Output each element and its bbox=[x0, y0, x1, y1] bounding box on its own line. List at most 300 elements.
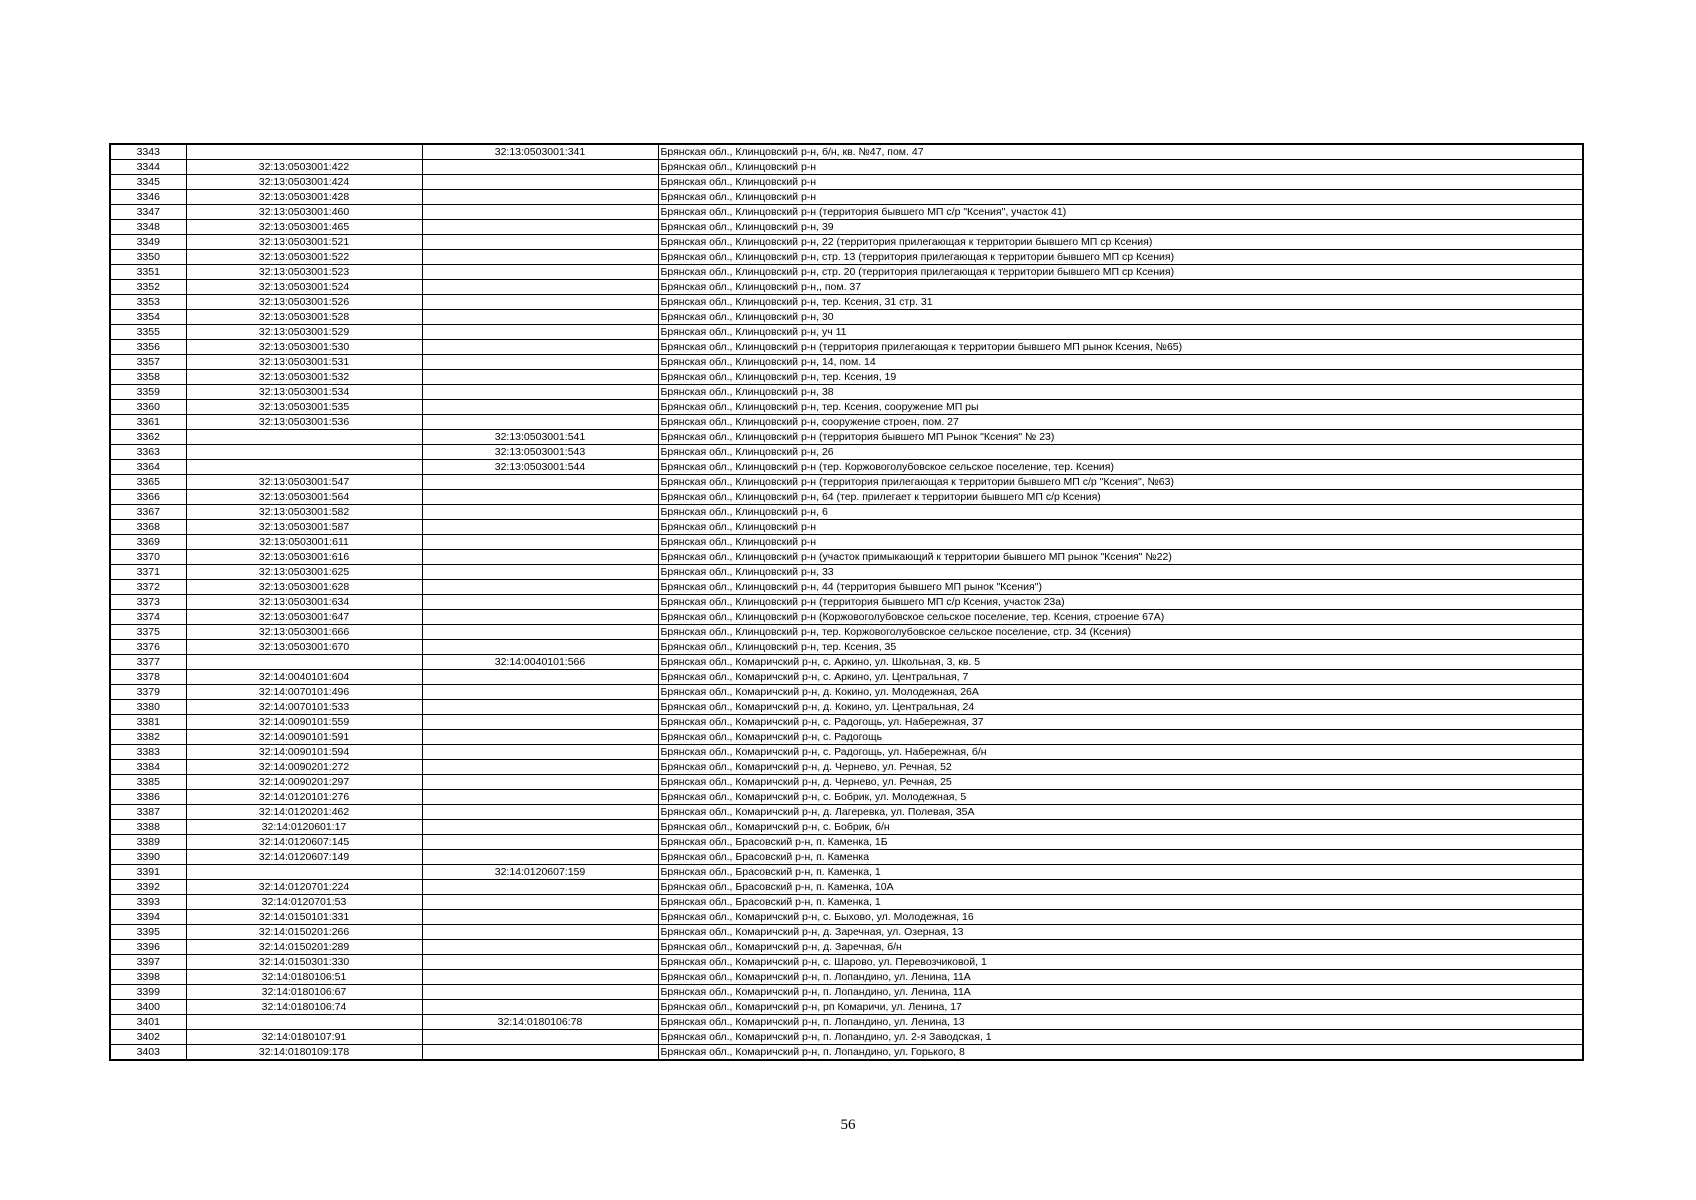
table-row bbox=[110, 970, 1583, 985]
table-row bbox=[110, 880, 1583, 895]
registry-table-container bbox=[109, 143, 1582, 1061]
cadastral-number-cell: 32:13:0503001:526 bbox=[186, 295, 422, 310]
cadastral-number-alt-cell bbox=[422, 895, 658, 910]
address-cell: Брянская обл., Клинцовский р-н, тер. Ксения, 31 стр. 31 bbox=[658, 295, 1583, 310]
table-row bbox=[110, 325, 1583, 340]
table-row bbox=[110, 1045, 1583, 1061]
table-row bbox=[110, 505, 1583, 520]
cadastral-number-cell: 32:14:0070101:496 bbox=[186, 685, 422, 700]
address-cell: Брянская обл., Клинцовский р-н, тер. Ксения, 19 bbox=[658, 370, 1583, 385]
cadastral-number-alt-cell bbox=[422, 1000, 658, 1015]
row-number-cell: 3344 bbox=[110, 160, 186, 175]
row-number-cell: 3345 bbox=[110, 175, 186, 190]
cadastral-number-alt-cell: 32:13:0503001:543 bbox=[422, 445, 658, 460]
address-cell: Брянская обл., Клинцовский р-н bbox=[658, 190, 1583, 205]
table-row bbox=[110, 144, 1583, 160]
cadastral-number-alt-cell bbox=[422, 955, 658, 970]
table-row bbox=[110, 280, 1583, 295]
cadastral-number-alt-cell bbox=[422, 175, 658, 190]
address-cell: Брянская обл., Клинцовский р-н, 38 bbox=[658, 385, 1583, 400]
row-number-cell: 3361 bbox=[110, 415, 186, 430]
cadastral-number-cell: 32:13:0503001:523 bbox=[186, 265, 422, 280]
table-row bbox=[110, 625, 1583, 640]
address-cell: Брянская обл., Клинцовский р-н, сооружение строен, пом. 27 bbox=[658, 415, 1583, 430]
cadastral-number-cell: 32:14:0120101:276 bbox=[186, 790, 422, 805]
row-number-cell: 3378 bbox=[110, 670, 186, 685]
cadastral-number-cell: 32:13:0503001:424 bbox=[186, 175, 422, 190]
address-cell: Брянская обл., Клинцовский р-н (тер. Коржовоголубовское сельское поселение, тер. Ксения) bbox=[658, 460, 1583, 475]
cadastral-number-alt-cell bbox=[422, 700, 658, 715]
table-row bbox=[110, 175, 1583, 190]
cadastral-number-alt-cell bbox=[422, 580, 658, 595]
address-cell: Брянская обл., Клинцовский р-н bbox=[658, 535, 1583, 550]
row-number-cell: 3396 bbox=[110, 940, 186, 955]
table-row bbox=[110, 985, 1583, 1000]
cadastral-number-cell: 32:13:0503001:460 bbox=[186, 205, 422, 220]
table-row bbox=[110, 205, 1583, 220]
table-row bbox=[110, 355, 1583, 370]
address-cell: Брянская обл., Клинцовский р-н (территория бывшего МП Рынок "Ксения" № 23) bbox=[658, 430, 1583, 445]
cadastral-number-alt-cell bbox=[422, 790, 658, 805]
table-row bbox=[110, 1030, 1583, 1045]
row-number-cell: 3379 bbox=[110, 685, 186, 700]
address-cell: Брянская обл., Клинцовский р-н, 22 (территория прилегающая к территории бывшего МП ср Ксения) bbox=[658, 235, 1583, 250]
cadastral-number-alt-cell bbox=[422, 805, 658, 820]
row-number-cell: 3398 bbox=[110, 970, 186, 985]
cadastral-number-alt-cell bbox=[422, 745, 658, 760]
cadastral-number-cell: 32:13:0503001:670 bbox=[186, 640, 422, 655]
address-cell: Брянская обл., Клинцовский р-н, 30 bbox=[658, 310, 1583, 325]
row-number-cell: 3364 bbox=[110, 460, 186, 475]
table-row bbox=[110, 160, 1583, 175]
table-row bbox=[110, 475, 1583, 490]
table-row bbox=[110, 865, 1583, 880]
cadastral-number-alt-cell bbox=[422, 925, 658, 940]
cadastral-number-alt-cell: 32:13:0503001:544 bbox=[422, 460, 658, 475]
table-row bbox=[110, 565, 1583, 580]
cadastral-number-alt-cell bbox=[422, 565, 658, 580]
address-cell: Брянская обл., Брасовский р-н, п. Каменка bbox=[658, 850, 1583, 865]
cadastral-number-alt-cell bbox=[422, 310, 658, 325]
address-cell: Брянская обл., Комаричский р-н, с. Бобрик, б/н bbox=[658, 820, 1583, 835]
cadastral-number-cell bbox=[186, 1015, 422, 1030]
cadastral-number-cell: 32:13:0503001:522 bbox=[186, 250, 422, 265]
cadastral-number-alt-cell bbox=[422, 250, 658, 265]
cadastral-number-alt-cell bbox=[422, 1030, 658, 1045]
cadastral-number-alt-cell bbox=[422, 295, 658, 310]
address-cell: Брянская обл., Клинцовский р-н, 39 bbox=[658, 220, 1583, 235]
cadastral-number-alt-cell bbox=[422, 1045, 658, 1061]
cadastral-number-alt-cell bbox=[422, 760, 658, 775]
row-number-cell: 3376 bbox=[110, 640, 186, 655]
cadastral-number-cell bbox=[186, 445, 422, 460]
cadastral-number-alt-cell bbox=[422, 850, 658, 865]
address-cell: Брянская обл., Клинцовский р-н (территория прилегающая к территории бывшего МП с/р "Ксения", №63) bbox=[658, 475, 1583, 490]
cadastral-number-alt-cell bbox=[422, 730, 658, 745]
cadastral-number-alt-cell bbox=[422, 835, 658, 850]
table-row bbox=[110, 760, 1583, 775]
cadastral-number-cell: 32:13:0503001:634 bbox=[186, 595, 422, 610]
row-number-cell: 3374 bbox=[110, 610, 186, 625]
cadastral-number-alt-cell: 32:14:0180106:78 bbox=[422, 1015, 658, 1030]
address-cell: Брянская обл., Клинцовский р-н, 26 bbox=[658, 445, 1583, 460]
table-row bbox=[110, 835, 1583, 850]
cadastral-number-alt-cell bbox=[422, 355, 658, 370]
cadastral-number-cell: 32:14:0090201:272 bbox=[186, 760, 422, 775]
table-row bbox=[110, 445, 1583, 460]
address-cell: Брянская обл., Комаричский р-н, п. Лопандино, ул. Ленина, 11А bbox=[658, 985, 1583, 1000]
cadastral-number-cell: 32:14:0150201:289 bbox=[186, 940, 422, 955]
row-number-cell: 3352 bbox=[110, 280, 186, 295]
row-number-cell: 3388 bbox=[110, 820, 186, 835]
row-number-cell: 3385 bbox=[110, 775, 186, 790]
cadastral-number-alt-cell: 32:13:0503001:341 bbox=[422, 144, 658, 160]
table-row bbox=[110, 265, 1583, 280]
row-number-cell: 3380 bbox=[110, 700, 186, 715]
row-number-cell: 3386 bbox=[110, 790, 186, 805]
address-cell: Брянская обл., Комаричский р-н, с. Аркино, ул. Центральная, 7 bbox=[658, 670, 1583, 685]
address-cell: Брянская обл., Комаричский р-н, с. Быхово, ул. Молодежная, 16 bbox=[658, 910, 1583, 925]
row-number-cell: 3354 bbox=[110, 310, 186, 325]
table-row bbox=[110, 910, 1583, 925]
table-row bbox=[110, 670, 1583, 685]
row-number-cell: 3355 bbox=[110, 325, 186, 340]
row-number-cell: 3392 bbox=[110, 880, 186, 895]
row-number-cell: 3394 bbox=[110, 910, 186, 925]
cadastral-number-cell: 32:14:0150201:266 bbox=[186, 925, 422, 940]
address-cell: Брянская обл., Комаричский р-н, рп Комаричи, ул. Ленина, 17 bbox=[658, 1000, 1583, 1015]
table-row bbox=[110, 1015, 1583, 1030]
address-cell: Брянская обл., Клинцовский р-н, 14, пом. 14 bbox=[658, 355, 1583, 370]
cadastral-number-alt-cell bbox=[422, 970, 658, 985]
cadastral-number-cell: 32:14:0070101:533 bbox=[186, 700, 422, 715]
cadastral-number-cell: 32:14:0180107:91 bbox=[186, 1030, 422, 1045]
cadastral-number-alt-cell bbox=[422, 715, 658, 730]
table-row bbox=[110, 415, 1583, 430]
address-cell: Брянская обл., Комаричский р-н, с. Аркино, ул. Школьная, 3, кв. 5 bbox=[658, 655, 1583, 670]
address-cell: Брянская обл., Комаричский р-н, д. Кокино, ул. Молодежная, 26А bbox=[658, 685, 1583, 700]
cadastral-number-cell bbox=[186, 460, 422, 475]
row-number-cell: 3351 bbox=[110, 265, 186, 280]
table-row bbox=[110, 940, 1583, 955]
table-row bbox=[110, 730, 1583, 745]
cadastral-number-alt-cell bbox=[422, 910, 658, 925]
row-number-cell: 3357 bbox=[110, 355, 186, 370]
row-number-cell: 3384 bbox=[110, 760, 186, 775]
address-cell: Брянская обл., Клинцовский р-н, 44 (территория бывшего МП рынок "Ксения") bbox=[658, 580, 1583, 595]
row-number-cell: 3348 bbox=[110, 220, 186, 235]
cadastral-number-alt-cell bbox=[422, 475, 658, 490]
cadastral-number-cell: 32:14:0120701:224 bbox=[186, 880, 422, 895]
table-row bbox=[110, 610, 1583, 625]
cadastral-number-cell: 32:14:0090101:559 bbox=[186, 715, 422, 730]
address-cell: Брянская обл., Клинцовский р-н, тер. Ксения, сооружение МП ры bbox=[658, 400, 1583, 415]
cadastral-number-cell: 32:14:0180106:67 bbox=[186, 985, 422, 1000]
cadastral-number-cell: 32:13:0503001:587 bbox=[186, 520, 422, 535]
cadastral-number-cell: 32:13:0503001:422 bbox=[186, 160, 422, 175]
cadastral-number-alt-cell bbox=[422, 880, 658, 895]
row-number-cell: 3367 bbox=[110, 505, 186, 520]
table-row bbox=[110, 190, 1583, 205]
cadastral-number-cell: 32:13:0503001:531 bbox=[186, 355, 422, 370]
address-cell: Брянская обл., Комаричский р-н, п. Лопандино, ул. Ленина, 13 bbox=[658, 1015, 1583, 1030]
table-row bbox=[110, 955, 1583, 970]
cadastral-number-alt-cell bbox=[422, 505, 658, 520]
row-number-cell: 3375 bbox=[110, 625, 186, 640]
cadastral-number-alt-cell bbox=[422, 385, 658, 400]
row-number-cell: 3370 bbox=[110, 550, 186, 565]
table-row bbox=[110, 655, 1583, 670]
row-number-cell: 3381 bbox=[110, 715, 186, 730]
cadastral-number-cell: 32:14:0180106:51 bbox=[186, 970, 422, 985]
cadastral-number-alt-cell bbox=[422, 190, 658, 205]
cadastral-number-cell: 32:13:0503001:647 bbox=[186, 610, 422, 625]
cadastral-number-cell: 32:14:0090201:297 bbox=[186, 775, 422, 790]
address-cell: Брянская обл., Комаричский р-н, с. Радогощь bbox=[658, 730, 1583, 745]
address-cell: Брянская обл., Клинцовский р-н, стр. 20 (территория прилегающая к территории бывшего МП ср Ксения) bbox=[658, 265, 1583, 280]
cadastral-number-alt-cell bbox=[422, 520, 658, 535]
cadastral-number-alt-cell bbox=[422, 985, 658, 1000]
cadastral-number-cell: 32:13:0503001:616 bbox=[186, 550, 422, 565]
row-number-cell: 3368 bbox=[110, 520, 186, 535]
cadastral-number-alt-cell bbox=[422, 415, 658, 430]
table-row bbox=[110, 310, 1583, 325]
row-number-cell: 3346 bbox=[110, 190, 186, 205]
address-cell: Брянская обл., Комаричский р-н, с. Шарово, ул. Перевозчиковой, 1 bbox=[658, 955, 1583, 970]
table-row bbox=[110, 370, 1583, 385]
cadastral-number-alt-cell: 32:13:0503001:541 bbox=[422, 430, 658, 445]
table-row bbox=[110, 640, 1583, 655]
address-cell: Брянская обл., Комаричский р-н, д. Заречная, ул. Озерная, 13 bbox=[658, 925, 1583, 940]
row-number-cell: 3343 bbox=[110, 144, 186, 160]
cadastral-number-cell: 32:14:0090101:591 bbox=[186, 730, 422, 745]
row-number-cell: 3349 bbox=[110, 235, 186, 250]
table-row bbox=[110, 775, 1583, 790]
cadastral-number-cell: 32:14:0120201:462 bbox=[186, 805, 422, 820]
address-cell: Брянская обл., Комаричский р-н, д. Кокино, ул. Центральная, 24 bbox=[658, 700, 1583, 715]
cadastral-number-alt-cell bbox=[422, 625, 658, 640]
row-number-cell: 3372 bbox=[110, 580, 186, 595]
address-cell: Брянская обл., Комаричский р-н, с. Бобрик, ул. Молодежная, 5 bbox=[658, 790, 1583, 805]
table-row bbox=[110, 895, 1583, 910]
table-row bbox=[110, 595, 1583, 610]
table-row bbox=[110, 460, 1583, 475]
row-number-cell: 3350 bbox=[110, 250, 186, 265]
row-number-cell: 3401 bbox=[110, 1015, 186, 1030]
row-number-cell: 3402 bbox=[110, 1030, 186, 1045]
cadastral-number-alt-cell bbox=[422, 490, 658, 505]
row-number-cell: 3382 bbox=[110, 730, 186, 745]
table-row bbox=[110, 430, 1583, 445]
address-cell: Брянская обл., Комаричский р-н, д. Заречная, б/н bbox=[658, 940, 1583, 955]
table-row bbox=[110, 850, 1583, 865]
cadastral-number-alt-cell bbox=[422, 595, 658, 610]
cadastral-number-alt-cell bbox=[422, 265, 658, 280]
cadastral-number-cell: 32:13:0503001:521 bbox=[186, 235, 422, 250]
address-cell: Брянская обл., Клинцовский р-н (Коржовоголубовское сельское поселение, тер. Ксения, строение 67А) bbox=[658, 610, 1583, 625]
cadastral-number-cell: 32:14:0150101:331 bbox=[186, 910, 422, 925]
address-cell: Брянская обл., Клинцовский р-н, б/н, кв. №47, пом. 47 bbox=[658, 144, 1583, 160]
cadastral-number-alt-cell bbox=[422, 400, 658, 415]
table-row bbox=[110, 490, 1583, 505]
row-number-cell: 3366 bbox=[110, 490, 186, 505]
cadastral-number-cell: 32:13:0503001:530 bbox=[186, 340, 422, 355]
table-row bbox=[110, 385, 1583, 400]
cadastral-number-cell: 32:13:0503001:528 bbox=[186, 310, 422, 325]
address-cell: Брянская обл., Брасовский р-н, п. Каменка, 10А bbox=[658, 880, 1583, 895]
address-cell: Брянская обл., Комаричский р-н, п. Лопандино, ул. 2-я Заводская, 1 bbox=[658, 1030, 1583, 1045]
cadastral-number-alt-cell bbox=[422, 775, 658, 790]
table-row bbox=[110, 925, 1583, 940]
row-number-cell: 3347 bbox=[110, 205, 186, 220]
table-row bbox=[110, 580, 1583, 595]
address-cell: Брянская обл., Клинцовский р-н,, пом. 37 bbox=[658, 280, 1583, 295]
row-number-cell: 3358 bbox=[110, 370, 186, 385]
table-row bbox=[110, 250, 1583, 265]
row-number-cell: 3360 bbox=[110, 400, 186, 415]
cadastral-number-alt-cell bbox=[422, 220, 658, 235]
cadastral-number-cell: 32:13:0503001:666 bbox=[186, 625, 422, 640]
address-cell: Брянская обл., Клинцовский р-н (территория прилегающая к территории бывшего МП рынок Ксения, №65) bbox=[658, 340, 1583, 355]
cadastral-number-cell bbox=[186, 865, 422, 880]
cadastral-number-alt-cell bbox=[422, 670, 658, 685]
address-cell: Брянская обл., Клинцовский р-н, стр. 13 (территория прилегающая к территории бывшего МП ср Ксения) bbox=[658, 250, 1583, 265]
row-number-cell: 3389 bbox=[110, 835, 186, 850]
address-cell: Брянская обл., Клинцовский р-н bbox=[658, 520, 1583, 535]
cadastral-number-cell bbox=[186, 144, 422, 160]
cadastral-number-cell: 32:14:0120701:53 bbox=[186, 895, 422, 910]
row-number-cell: 3365 bbox=[110, 475, 186, 490]
registry-table bbox=[109, 143, 1584, 1061]
row-number-cell: 3403 bbox=[110, 1045, 186, 1061]
row-number-cell: 3362 bbox=[110, 430, 186, 445]
cadastral-number-alt-cell bbox=[422, 235, 658, 250]
cadastral-number-cell: 32:13:0503001:582 bbox=[186, 505, 422, 520]
row-number-cell: 3387 bbox=[110, 805, 186, 820]
cadastral-number-alt-cell bbox=[422, 535, 658, 550]
cadastral-number-alt-cell bbox=[422, 820, 658, 835]
row-number-cell: 3393 bbox=[110, 895, 186, 910]
cadastral-number-cell: 32:14:0040101:604 bbox=[186, 670, 422, 685]
table-row bbox=[110, 700, 1583, 715]
cadastral-number-cell: 32:14:0120601:17 bbox=[186, 820, 422, 835]
address-cell: Брянская обл., Клинцовский р-н (участок примыкающий к территории бывшего МП рынок "Ксения" №22) bbox=[658, 550, 1583, 565]
address-cell: Брянская обл., Клинцовский р-н bbox=[658, 160, 1583, 175]
cadastral-number-cell: 32:14:0120607:149 bbox=[186, 850, 422, 865]
cadastral-number-cell: 32:13:0503001:428 bbox=[186, 190, 422, 205]
cadastral-number-alt-cell bbox=[422, 340, 658, 355]
cadastral-number-cell: 32:13:0503001:465 bbox=[186, 220, 422, 235]
cadastral-number-cell: 32:13:0503001:628 bbox=[186, 580, 422, 595]
cadastral-number-alt-cell bbox=[422, 610, 658, 625]
table-row bbox=[110, 400, 1583, 415]
table-row bbox=[110, 745, 1583, 760]
page-number: 56 bbox=[840, 1117, 856, 1133]
table-row bbox=[110, 1000, 1583, 1015]
table-row bbox=[110, 805, 1583, 820]
table-row bbox=[110, 295, 1583, 310]
cadastral-number-alt-cell bbox=[422, 940, 658, 955]
row-number-cell: 3353 bbox=[110, 295, 186, 310]
cadastral-number-cell: 32:14:0120607:145 bbox=[186, 835, 422, 850]
table-row bbox=[110, 520, 1583, 535]
address-cell: Брянская обл., Комаричский р-н, д. Чернево, ул. Речная, 25 bbox=[658, 775, 1583, 790]
cadastral-number-cell: 32:13:0503001:611 bbox=[186, 535, 422, 550]
registry-table-body bbox=[110, 144, 1583, 1060]
cadastral-number-cell: 32:13:0503001:532 bbox=[186, 370, 422, 385]
table-row bbox=[110, 715, 1583, 730]
cadastral-number-alt-cell bbox=[422, 685, 658, 700]
address-cell: Брянская обл., Клинцовский р-н, 64 (тер. прилегает к территории бывшего МП с/р Ксения) bbox=[658, 490, 1583, 505]
row-number-cell: 3400 bbox=[110, 1000, 186, 1015]
row-number-cell: 3395 bbox=[110, 925, 186, 940]
cadastral-number-alt-cell bbox=[422, 550, 658, 565]
table-row bbox=[110, 820, 1583, 835]
cadastral-number-cell: 32:13:0503001:547 bbox=[186, 475, 422, 490]
cadastral-number-cell: 32:13:0503001:534 bbox=[186, 385, 422, 400]
row-number-cell: 3373 bbox=[110, 595, 186, 610]
cadastral-number-alt-cell bbox=[422, 205, 658, 220]
address-cell: Брянская обл., Клинцовский р-н, тер. Коржовоголубовское сельское поселение, стр. 34 (Ксения) bbox=[658, 625, 1583, 640]
table-row bbox=[110, 550, 1583, 565]
cadastral-number-alt-cell: 32:14:0040101:566 bbox=[422, 655, 658, 670]
table-row bbox=[110, 220, 1583, 235]
cadastral-number-alt-cell bbox=[422, 280, 658, 295]
address-cell: Брянская обл., Комаричский р-н, п. Лопандино, ул. Ленина, 11А bbox=[658, 970, 1583, 985]
row-number-cell: 3371 bbox=[110, 565, 186, 580]
cadastral-number-cell: 32:13:0503001:564 bbox=[186, 490, 422, 505]
cadastral-number-cell bbox=[186, 430, 422, 445]
table-row bbox=[110, 235, 1583, 250]
table-row bbox=[110, 340, 1583, 355]
row-number-cell: 3383 bbox=[110, 745, 186, 760]
cadastral-number-cell: 32:13:0503001:625 bbox=[186, 565, 422, 580]
address-cell: Брянская обл., Брасовский р-н, п. Каменка, 1 bbox=[658, 865, 1583, 880]
row-number-cell: 3359 bbox=[110, 385, 186, 400]
cadastral-number-cell: 32:14:0180109:178 bbox=[186, 1045, 422, 1061]
row-number-cell: 3363 bbox=[110, 445, 186, 460]
table-row bbox=[110, 685, 1583, 700]
cadastral-number-cell: 32:13:0503001:536 bbox=[186, 415, 422, 430]
cadastral-number-alt-cell bbox=[422, 640, 658, 655]
row-number-cell: 3390 bbox=[110, 850, 186, 865]
row-number-cell: 3391 bbox=[110, 865, 186, 880]
address-cell: Брянская обл., Брасовский р-н, п. Каменка, 1Б bbox=[658, 835, 1583, 850]
table-row bbox=[110, 790, 1583, 805]
address-cell: Брянская обл., Клинцовский р-н, 33 bbox=[658, 565, 1583, 580]
address-cell: Брянская обл., Клинцовский р-н, 6 bbox=[658, 505, 1583, 520]
row-number-cell: 3377 bbox=[110, 655, 186, 670]
address-cell: Брянская обл., Клинцовский р-н (территория бывшего МП с/р Ксения, участок 23а) bbox=[658, 595, 1583, 610]
address-cell: Брянская обл., Комаричский р-н, д. Лагеревка, ул. Полевая, 35А bbox=[658, 805, 1583, 820]
cadastral-number-alt-cell bbox=[422, 325, 658, 340]
row-number-cell: 3397 bbox=[110, 955, 186, 970]
cadastral-number-cell: 32:14:0150301:330 bbox=[186, 955, 422, 970]
address-cell: Брянская обл., Клинцовский р-н, уч 11 bbox=[658, 325, 1583, 340]
cadastral-number-alt-cell: 32:14:0120607:159 bbox=[422, 865, 658, 880]
address-cell: Брянская обл., Комаричский р-н, д. Чернево, ул. Речная, 52 bbox=[658, 760, 1583, 775]
address-cell: Брянская обл., Комаричский р-н, с. Радогощь, ул. Набережная, 37 bbox=[658, 715, 1583, 730]
cadastral-number-cell: 32:13:0503001:529 bbox=[186, 325, 422, 340]
address-cell: Брянская обл., Комаричский р-н, п. Лопандино, ул. Горького, 8 bbox=[658, 1045, 1583, 1061]
address-cell: Брянская обл., Брасовский р-н, п. Каменка, 1 bbox=[658, 895, 1583, 910]
cadastral-number-cell: 32:13:0503001:535 bbox=[186, 400, 422, 415]
address-cell: Брянская обл., Клинцовский р-н (территория бывшего МП с/р "Ксения", участок 41) bbox=[658, 205, 1583, 220]
row-number-cell: 3356 bbox=[110, 340, 186, 355]
cadastral-number-alt-cell bbox=[422, 160, 658, 175]
cadastral-number-cell bbox=[186, 655, 422, 670]
address-cell: Брянская обл., Комаричский р-н, с. Радогощь, ул. Набережная, б/н bbox=[658, 745, 1583, 760]
